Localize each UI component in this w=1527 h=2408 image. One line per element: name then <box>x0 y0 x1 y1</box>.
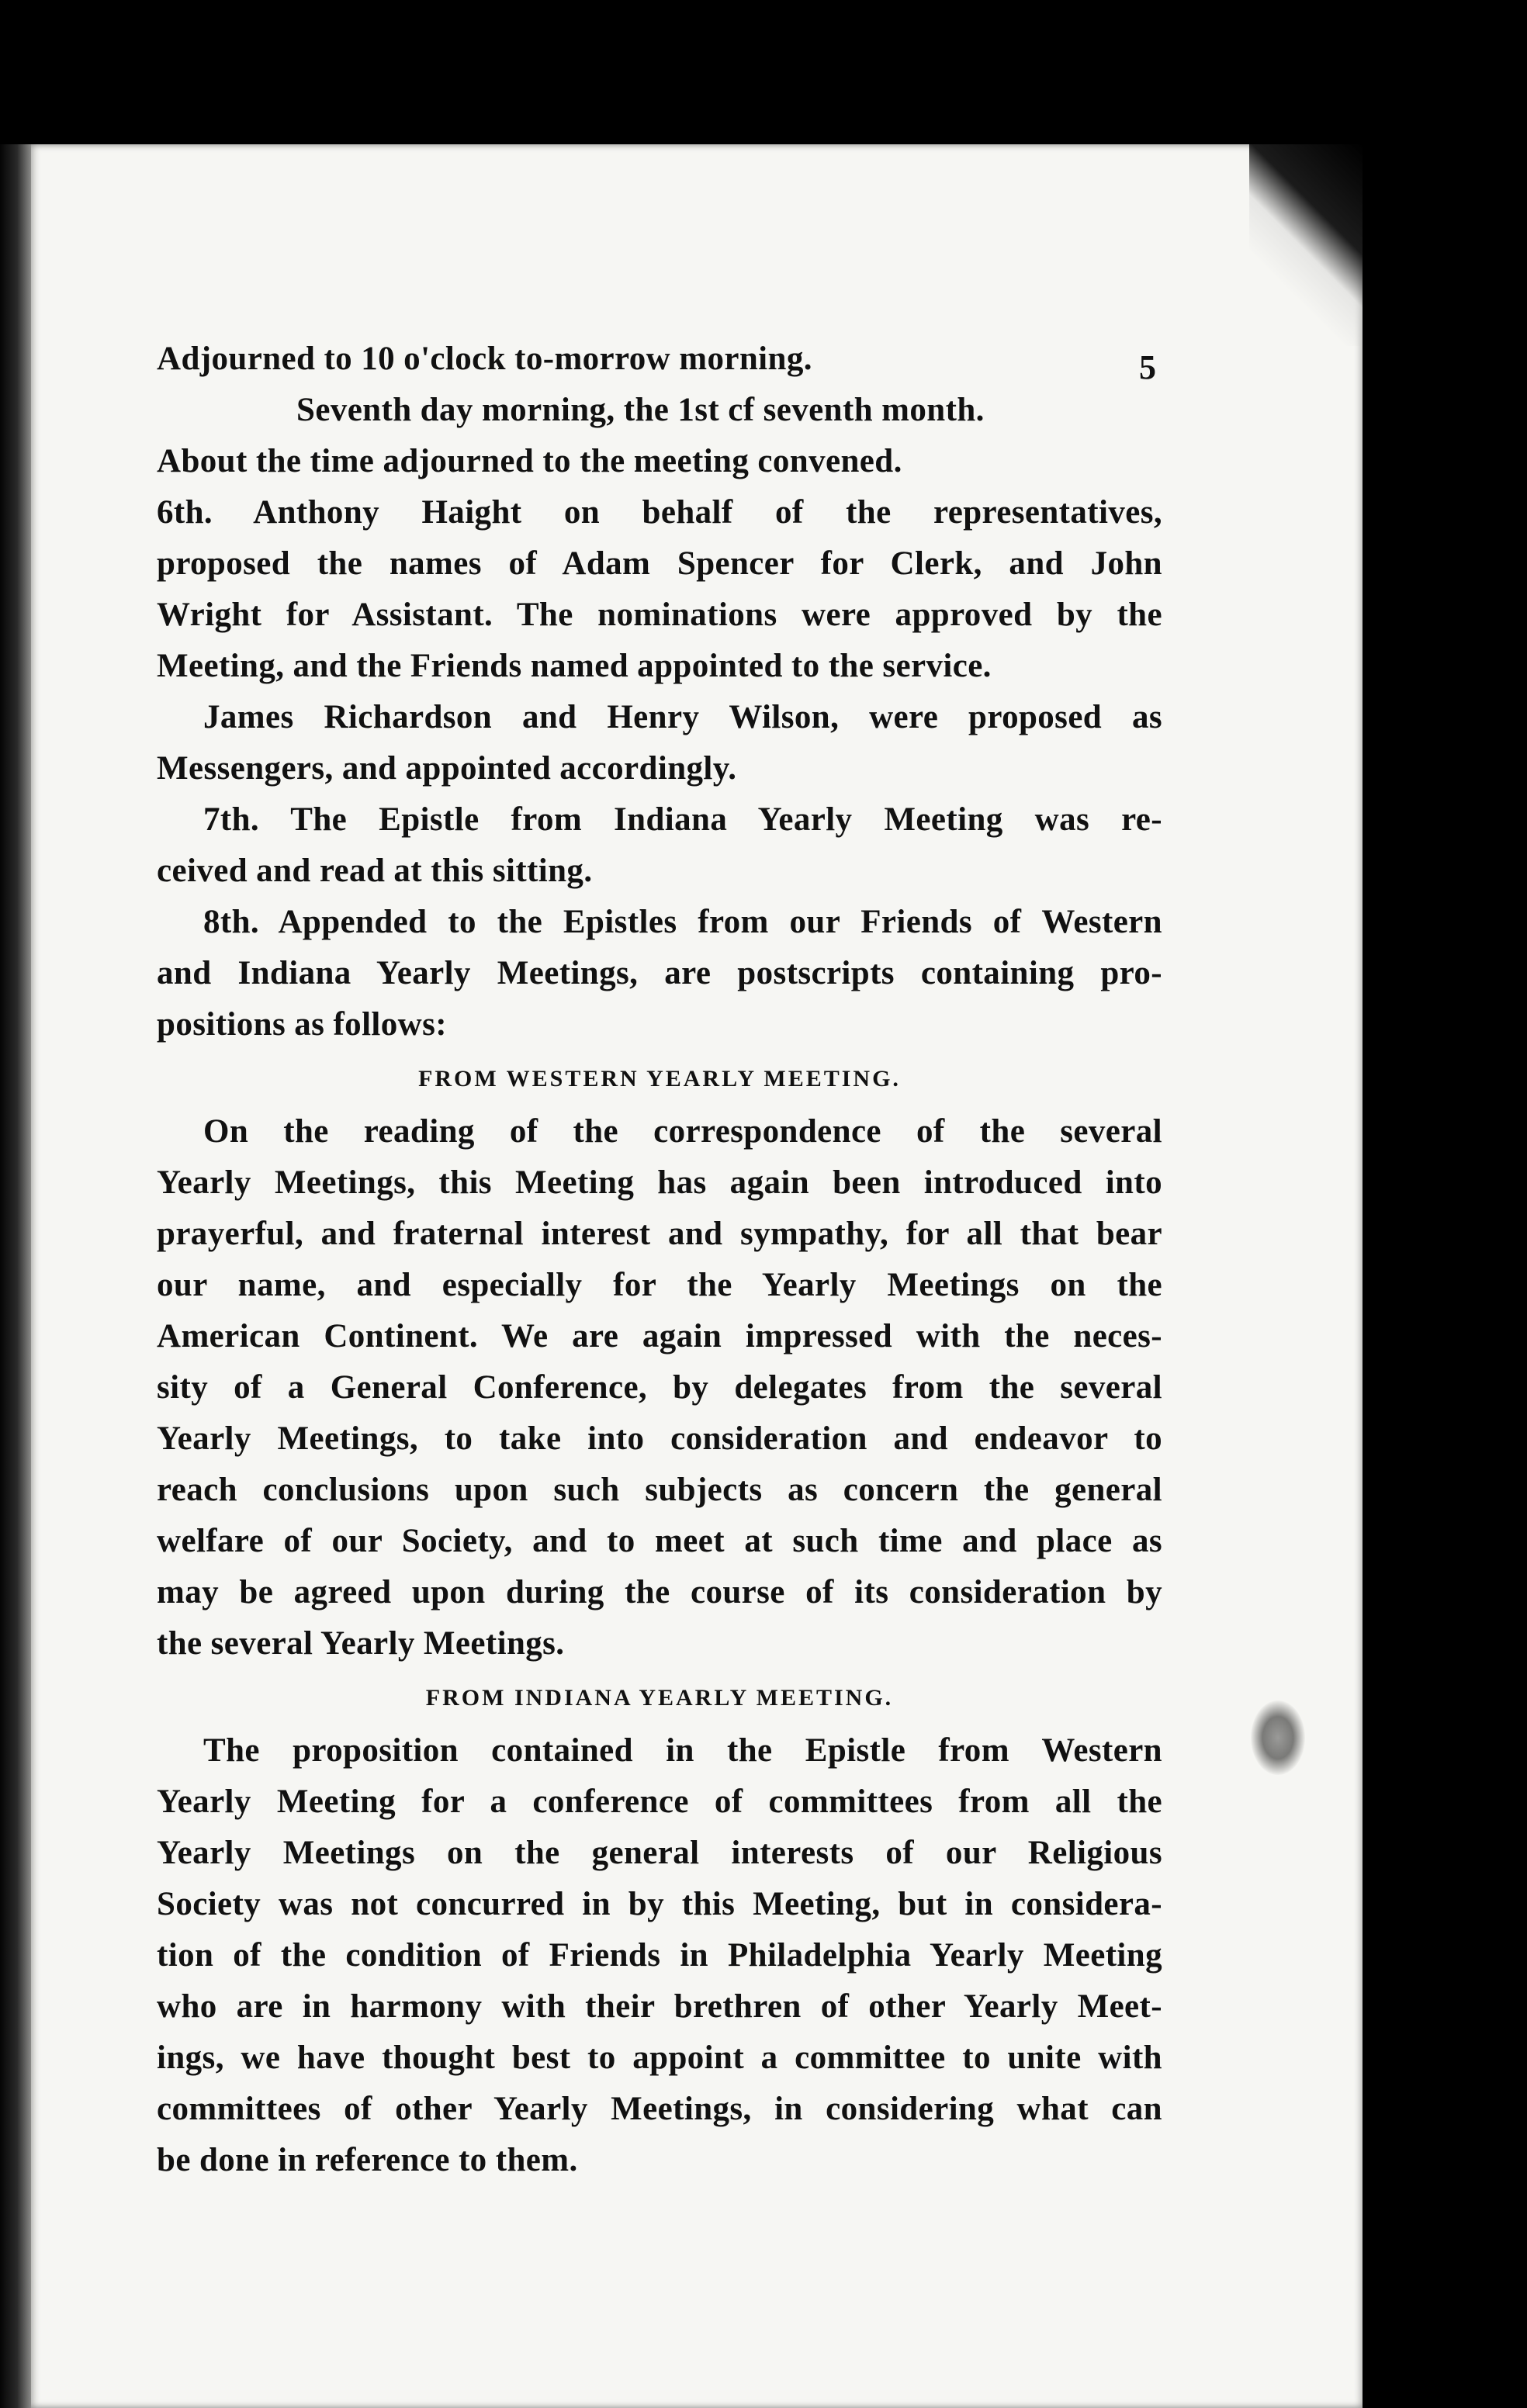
text-line: Messengers, and appointed accordingly. <box>157 750 737 787</box>
text-line: proposed the names of Adam Spencer for Clerk, and John <box>157 545 1162 582</box>
text-line: Yearly Meetings, to take into consideration and endeavor to <box>157 1420 1162 1457</box>
text-line: Yearly Meetings, this Meeting has again been introduced into <box>157 1164 1162 1201</box>
text-line: Meeting, and the Friends named appointed to the service. <box>157 648 992 684</box>
page-corner-fold <box>1249 144 1363 346</box>
page-body-text <box>157 334 1162 2186</box>
text-line: welfare of our Society, and to meet at such time and place as <box>157 1523 1162 1559</box>
text-line: who are in harmony with their brethren of other Yearly Meet- <box>157 1988 1162 2025</box>
text-line: On the reading of the correspondence of the several <box>203 1113 1162 1150</box>
text-line: James Richardson and Henry Wilson, were proposed as <box>203 699 1162 735</box>
text-line: 8th. Appended to the Epistles from our Friends of Western <box>203 904 1162 940</box>
text-line: Yearly Meeting for a conference of committees from all the <box>157 1784 1162 1820</box>
scan-right-shadow <box>1350 144 1527 2408</box>
text-line: sity of a General Conference, by delegates from the several <box>157 1369 1162 1406</box>
text-line: The proposition contained in the Epistle from Western <box>203 1732 1162 1769</box>
text-line: 6th. Anthony Haight on behalf of the representatives, <box>157 494 1162 531</box>
text-line: 7th. The Epistle from Indiana Yearly Meeting was re- <box>203 801 1162 838</box>
text-line: ceived and read at this sitting. <box>157 853 593 889</box>
text-line: tion of the condition of Friends in Philadelphia Yearly Meeting <box>157 1937 1162 1974</box>
text-line: ings, we have thought best to appoint a committee to unite with <box>157 2040 1162 2076</box>
section-heading-indiana: FROM INDIANA YEARLY MEETING. <box>425 1685 894 1711</box>
text-line: prayerful, and fraternal interest and sympathy, for all that bear <box>157 1216 1162 1252</box>
text-line: reach conclusions upon such subjects as concern the general <box>157 1472 1162 1508</box>
text-line: committees of other Yearly Meetings, in considering what can <box>157 2091 1162 2127</box>
text-line: may be agreed upon during the course of its consideration by <box>157 1574 1162 1611</box>
text-line: positions as follows: <box>157 1006 447 1043</box>
text-line: Adjourned to 10 o'clock to-morrow morning. <box>157 341 812 377</box>
text-line: Wright for Assistant. The nominations were approved by the <box>157 597 1162 633</box>
text-line: Yearly Meetings on the general interests of our Religious <box>157 1835 1162 1871</box>
text-line: About the time adjourned to the meeting convened. <box>157 443 902 479</box>
page-number: 5 <box>1139 348 1156 386</box>
page-smudge <box>1251 1700 1305 1775</box>
text-line: Society was not concurred in by this Meeting, but in considera- <box>157 1886 1162 1922</box>
text-line: Seventh day morning, the 1st cf seventh month. <box>296 392 985 428</box>
text-line: be done in reference to them. <box>157 2142 578 2178</box>
text-line: American Continent. We are again impressed with the neces- <box>157 1318 1162 1354</box>
book-binding-edge <box>0 144 31 2408</box>
section-heading-western: FROM WESTERN YEARLY MEETING. <box>418 1066 901 1092</box>
text-line: the several Yearly Meetings. <box>157 1625 565 1662</box>
text-line: our name, and especially for the Yearly Meetings on the <box>157 1267 1162 1303</box>
text-line: and Indiana Yearly Meetings, are postscripts containing pro- <box>157 955 1162 991</box>
